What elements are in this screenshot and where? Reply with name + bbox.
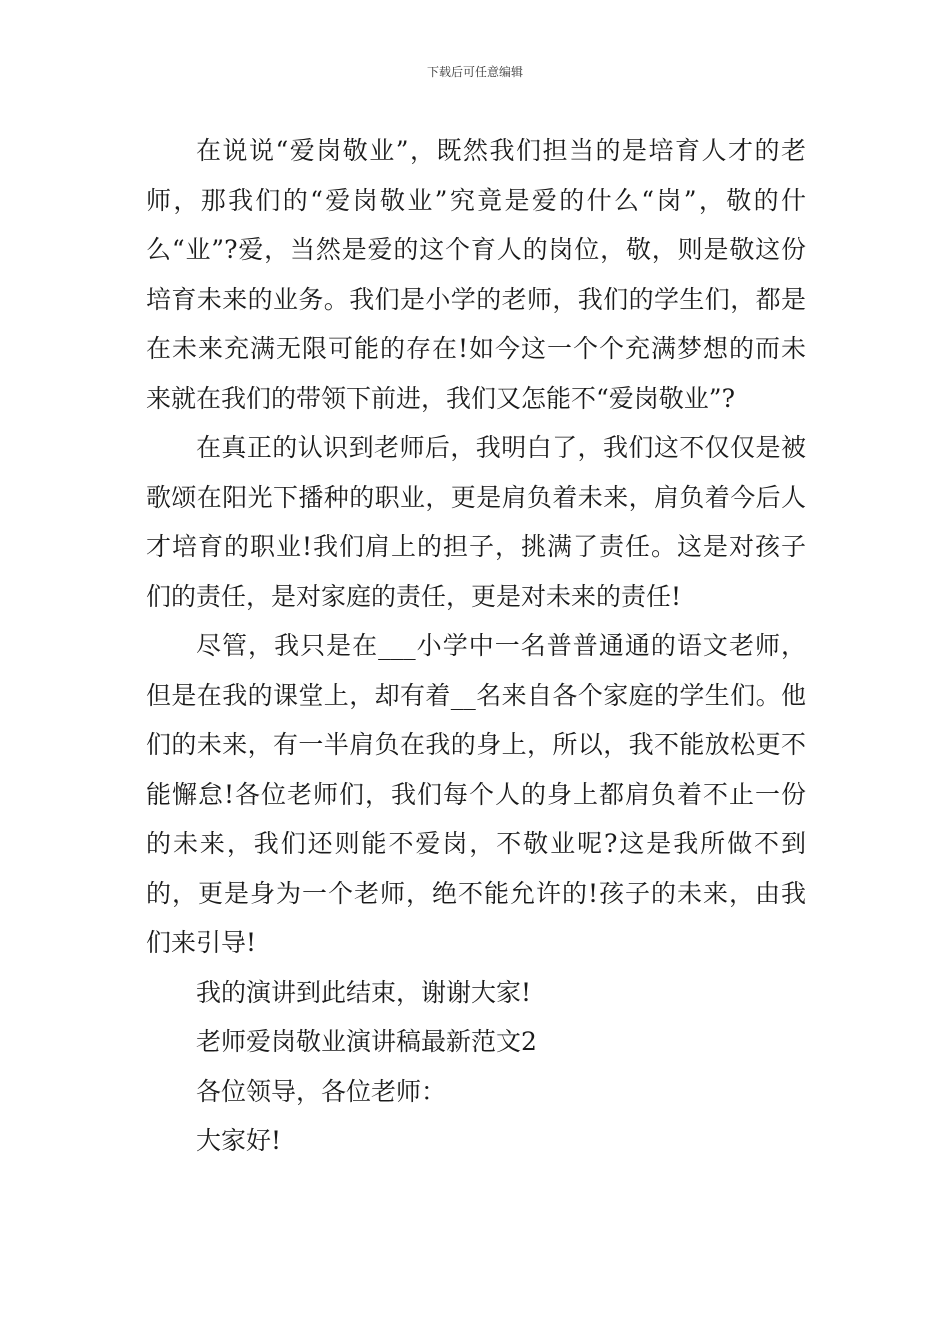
section-title: 老师爱岗敬业演讲稿最新范文2 xyxy=(196,1027,537,1056)
paragraph-1: 在说说“爱岗敬业”，既然我们担当的是培育人才的老师，那我们的“爱岗敬业”究竟是爱的什么“岗”，敬的什么“业”?爱，当然是爱的这个育人的岗位，敬，则是敬这份培育未来的业务。我们是小学的老师，我们的学生们，都是在未来充满无限可能的存在!如今这一个个充满梦想的而未来就在我们的带领下前进，我们又怎能不“爱岗敬业”? xyxy=(146,136,806,413)
page-header: 下载后可任意编辑 xyxy=(426,65,523,79)
greeting: 大家好! xyxy=(196,1126,282,1155)
salutation: 各位领导，各位老师： xyxy=(196,1076,447,1106)
paragraph-3: 尽管，我只是在___小学中一名普普通通的语文老师，但是在我的课堂上，却有着__名来自各个家庭的学生们。他们的未来，有一半肩负在我的身上，所以，我不能放松更不能懈怠!各位老师们，我们每个人的身上都肩负着不止一份的未来，我们还则能不爱岗，不敬业呢?这是我所做不到的，更是身为一个老师，绝不能允许的!孩子的未来，由我们来引导! xyxy=(146,631,806,957)
document-body xyxy=(146,126,806,1166)
paragraph-closing: 我的演讲到此结束，谢谢大家! xyxy=(196,977,532,1007)
paragraph-2: 在真正的认识到老师后，我明白了，我们这不仅仅是被歌颂在阳光下播种的职业，更是肩负着未来，肩负着今后人才培育的职业!我们肩上的担子，挑满了责任。这是对孩子们的责任，是对家庭的责任，更是对未来的责任! xyxy=(146,433,806,611)
